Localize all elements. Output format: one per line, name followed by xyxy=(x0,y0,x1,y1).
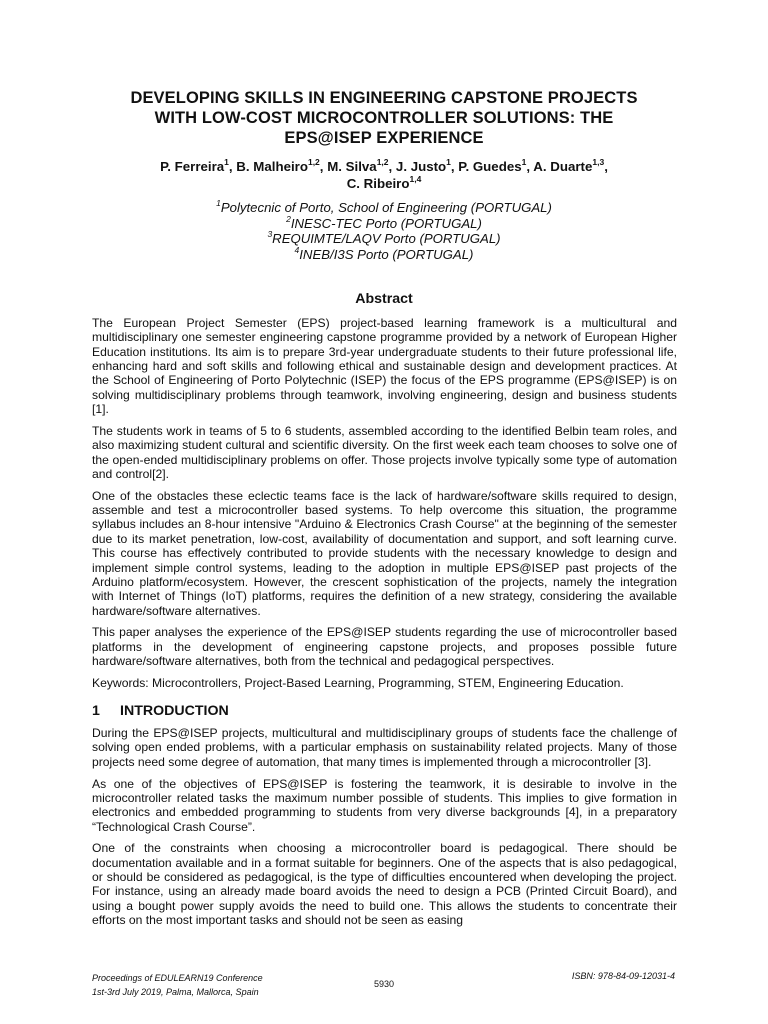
author: A. Duarte$^{1,3}$ xyxy=(533,157,605,174)
section-heading-introduction xyxy=(92,703,229,719)
section-number: 1 xyxy=(92,703,100,719)
title-line: DEVELOPING SKILLS IN ENGINEERING CAPSTONE PROJECTS xyxy=(130,89,638,107)
title-line: WITH LOW-COST MICROCONTROLLER SOLUTIONS: THE xyxy=(154,109,614,127)
author: P. Guedes$^1$ xyxy=(458,157,527,174)
footer-conference: Proceedings of EDULEARN19 Conference xyxy=(92,973,263,983)
abstract-body xyxy=(92,316,677,698)
affiliation: $^4$INEB/I3S Porto (PORTUGAL) xyxy=(294,244,474,262)
title-line: EPS@ISEP EXPERIENCE xyxy=(284,129,484,147)
affiliation: $^3$REQUIMTE/LAQV Porto (PORTUGAL) xyxy=(267,229,501,246)
author-line: P. Ferreira$^1$, B. Malheiro$^{1,2}$, M. Silva$^{1,2}$, J. Justo$^1$, P. Guedes$^1$, A. Duarte$^{1,3}$, xyxy=(160,157,608,174)
abstract-paragraph: The European Project Semester (EPS) project-based learning framework is a multicultural and multidisciplinary one semester engineering capstone programme provided by a network of European Higher Education institutions. Its aim is to prepare 3rd-year undergraduate students to their future professional life, enhancing hard and soft skills and following ethical and sustainable design and development practices. At the School of Engineering of Porto Polytechnic (ISEP) the focus of the EPS programme (EPS@ISEP) is on solving multidisciplinary problems through teamwork, involving engineering, design and business students [1]. xyxy=(92,316,677,417)
author: B. Malheiro$^{1,2}$ xyxy=(236,157,320,174)
abstract-paragraph: The students work in teams of 5 to 6 students, assembled according to the identified Belbin team roles, and also maximizing student cultural and scientific diversity. On the first week each team chooses to solve one of the open-ended multidisciplinary problems on offer. Those projects involve typically some type of automation and control[2]. xyxy=(92,423,677,481)
author: M. Silva$^{1,2}$ xyxy=(327,157,389,174)
abstract-paragraph: One of the obstacles these eclectic teams face is the lack of hardware/software skills required to design, assemble and test a microcontroller based systems. To help overcome this situation, the programme syllabus includes an 8-hour intensive "Arduino & Electronics Crash Course" at the beginning of the semester due to its market penetration, low-cost, availability of documentation and support, and soft learning curve. This course has effectively contributed to provide students with the necessary knowledge to design and implement simple control systems, leading to the adoption in multiple EPS@ISEP past projects of the Arduino platform/ecosystem. However, the crescent sophistication of the projects, namely the integration with Internet of Things (IoT) platforms, requires the definition of a new strategy, considering the available hardware/software alternatives. xyxy=(92,488,677,618)
intro-paragraph: One of the constraints when choosing a microcontroller board is pedagogical. There should be documentation available and in a format suitable for beginners. One of the aspects that is also pedagogical, or should be considered as pedagogical, is the type of difficulties encountered when developing the project. For instance, using an already made board avoids the need to design a PCB (Printed Circuit Board), and using a bought power supply avoids the need to build one. This allows the students to concentrate their efforts on the most important tasks and should not be seen as easing xyxy=(92,841,677,928)
footer-isbn: ISBN: 978-84-09-12031-4 xyxy=(571,971,675,981)
intro-paragraph: As one of the objectives of EPS@ISEP is fostering the teamwork, it is desirable to involve in the microcontroller related tasks the maximum number possible of students. This implies to give formation in electronics and embedded programming to students from very diverse backgrounds [4], in a preparatory “Technological Crash Course”. xyxy=(92,776,677,834)
section-title: INTRODUCTION xyxy=(120,703,229,719)
author-line xyxy=(90,175,678,192)
page-number: 5930 xyxy=(373,979,395,989)
affiliations xyxy=(90,200,678,262)
affiliation: $^1$Polytecnic of Porto, School of Engineering (PORTUGAL) xyxy=(216,198,552,215)
author: P. Ferreira$^1$ xyxy=(160,157,229,174)
introduction-body xyxy=(92,726,677,935)
author-list xyxy=(90,158,678,192)
paper-title xyxy=(90,88,678,148)
intro-paragraph: During the EPS@ISEP projects, multicultural and multidisciplinary groups of students face the challenge of solving open ended problems, with a particular emphasis on sustainability related projects. Many of those projects need some degree of automation, that many times is implemented through a microcontroller [3]. xyxy=(92,726,677,769)
abstract-heading: Abstract xyxy=(355,291,413,307)
abstract-paragraph: This paper analyses the experience of the EPS@ISEP students regarding the use of microcontroller based platforms in the development of engineering capstone projects, and proposes possible future hardware/software alternatives, both from the technical and pedagogical perspectives. xyxy=(92,625,677,669)
author: J. Justo$^1$ xyxy=(395,157,451,174)
footer-proceedings xyxy=(92,971,263,999)
footer-dates: 1st-3rd July 2019, Palma, Mallorca, Spain xyxy=(92,987,259,997)
keywords: Keywords: Microcontrollers, Project-Based Learning, Programming, STEM, Engineering Education. xyxy=(92,675,624,690)
affiliation: $^2$INESC-TEC Porto (PORTUGAL) xyxy=(286,213,482,231)
author: C. Ribeiro$^{1,4}$ xyxy=(346,174,422,191)
